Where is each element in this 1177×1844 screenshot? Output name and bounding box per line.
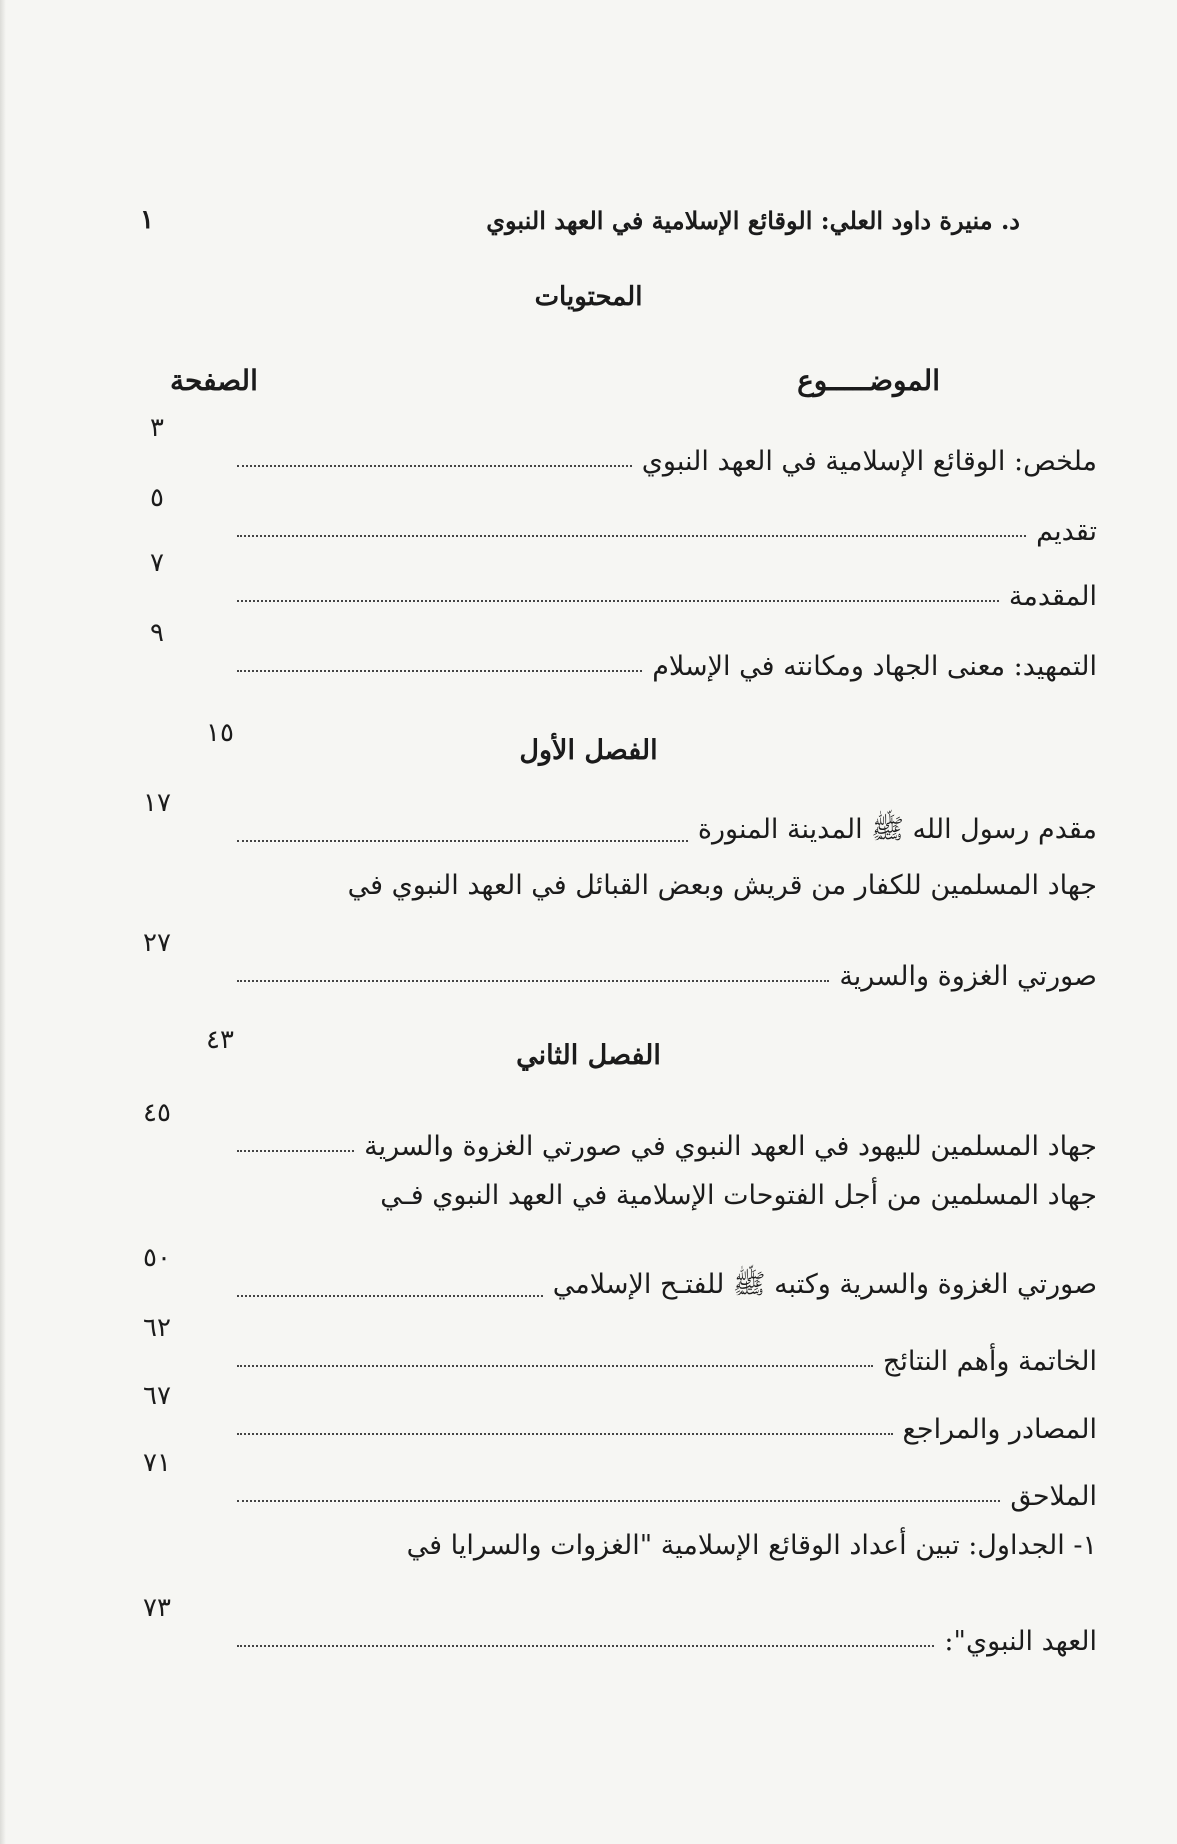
leader-dots [237, 535, 1026, 537]
toc-entry-page: ٣ [150, 413, 164, 443]
toc-entry-label: صورتي الغزوة والسرية وكتبه ﷺ للفتـح الإسلامي [552, 1269, 1097, 1300]
leader-dots [237, 1295, 543, 1297]
leader-dots [237, 465, 632, 467]
toc-entry-page: ٩ [150, 618, 164, 648]
page-edge-shadow [0, 0, 6, 1844]
toc-entry [97, 1593, 1097, 1657]
toc-entry [97, 928, 1097, 992]
toc-entry [97, 1448, 1097, 1512]
toc-entry [97, 413, 1097, 477]
toc-entry-page: ٤٥ [143, 1098, 171, 1128]
toc-entry-label: مقدم رسول الله ﷺ المدينة المنورة [697, 814, 1097, 845]
leader-dots [237, 1500, 1000, 1502]
chapter1-title: الفصل الأول [519, 735, 658, 766]
toc-entry-page: ٦٢ [143, 1313, 171, 1343]
chapter2-title: الفصل الثاني [516, 1040, 661, 1071]
toc-entry-page: ٧ [150, 548, 164, 578]
toc-entry-line1: جهاد المسلمين من أجل الفتوحات الإسلامية في العهد النبوي فـي [380, 1180, 1097, 1211]
running-header [140, 195, 1020, 245]
header-title: د. منيرة داود العلي: الوقائع الإسلامية في العهد النبوي [486, 205, 1020, 235]
chapter2-page: ٤٣ [206, 1025, 234, 1055]
leader-dots [237, 670, 642, 672]
toc-entry-page: ٥ [150, 483, 164, 513]
toc-entry-page: ٦٧ [143, 1381, 171, 1411]
leader-dots [237, 980, 829, 982]
toc-entry-label: التمهيد: معنى الجهاد ومكانته في الإسلام [652, 651, 1097, 682]
toc-entry-label: تقديم [1036, 516, 1097, 547]
toc-entry [97, 548, 1097, 612]
toc-entry-label: ملخص: الوقائع الإسلامية في العهد النبوي [641, 446, 1097, 477]
toc-entry-line1: ١- الجداول: تبين أعداد الوقائع الإسلامية "الغزوات والسرايا في [406, 1530, 1097, 1561]
toc-entry-label: جهاد المسلمين لليهود في العهد النبوي في صورتي الغزوة والسرية [364, 1131, 1097, 1162]
toc-entry-page: ٧٣ [143, 1593, 171, 1623]
toc-entry-page: ٢٧ [143, 928, 171, 958]
toc-entry [97, 618, 1097, 682]
leader-dots [237, 600, 999, 602]
toc-entry-page: ١٧ [143, 788, 171, 818]
chapter1-page: ١٥ [206, 718, 234, 748]
leader-dots [237, 1150, 354, 1152]
toc-entry [97, 1381, 1097, 1445]
toc-entry-page: ٥٠ [143, 1243, 171, 1273]
toc-column-headers [170, 355, 1090, 405]
toc-entry-label: المصادر والمراجع [902, 1414, 1097, 1445]
toc-entry-label: الملاحق [1010, 1481, 1097, 1512]
toc-entry [97, 1313, 1097, 1377]
toc-heading: المحتويات [534, 282, 643, 312]
toc-entry-label: العهد النبوي": [944, 1626, 1097, 1657]
leader-dots [237, 1433, 893, 1435]
toc-entry-page: ٧١ [143, 1448, 171, 1478]
toc-entry [97, 1243, 1097, 1307]
toc-entry-label: الخاتمة وأهم النتائج [882, 1346, 1097, 1377]
toc-entry [97, 1098, 1097, 1162]
col-page-header: الصفحة [170, 363, 258, 397]
toc-entry [97, 788, 1097, 852]
header-page-number: ١ [140, 205, 154, 235]
leader-dots [237, 840, 688, 842]
leader-dots [237, 1365, 873, 1367]
toc-entry-label: صورتي الغزوة والسرية [839, 961, 1097, 992]
toc-entry-label: المقدمة [1008, 581, 1097, 612]
col-topic-header: الموضـــــوع [797, 363, 940, 397]
toc-entry [97, 483, 1097, 547]
toc-entry-line1: جهاد المسلمين للكفار من قريش وبعض القبائل في العهد النبوي في [347, 870, 1097, 901]
leader-dots [237, 1645, 934, 1647]
